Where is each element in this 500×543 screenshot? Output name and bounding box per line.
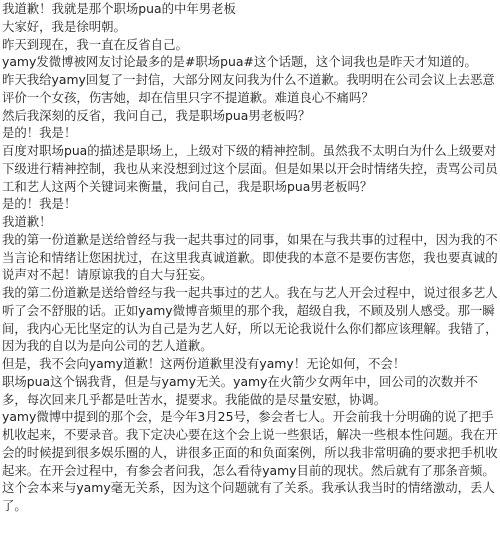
body-paragraph: 我的第二份道歉是送给曾经与我一起共事过的艺人。我在与艺人开会过程中，说过很多艺人听了会不舒服的话。正如yamy微博音频里的那个我，超级自我，不顾及别人感受。那一瞬间，我内心无比坚定的认为自己是为艺人好，所以无论我说什么你们都应该理解。我错了，因为我的自以为是向公司的艺人道歉。 bbox=[2, 285, 498, 354]
body-paragraph: yamy微博中提到的那个会，是今年3月25号，参会者七人。开会前我十分明确的说了把手机收起来，不要录音。我下定决心要在这个会上说一些狠话，解决一些根本性问题。我在开会的时候提到很多娱乐圈的人，讲很多正面的和负面案例，所以我非常明确的要求把手机收起来。在开会过程中，有参会者问我，怎么看待yamy目前的现状。然后就有了那条音频。这个会本来与yamy毫无关系，因为这个问题就有了关系。我承认我当时的情绪激动，丢人了。 bbox=[2, 409, 498, 513]
body-paragraph: 是的！我是！ bbox=[2, 196, 77, 212]
body-paragraph: 我道歉！ bbox=[2, 214, 52, 229]
body-paragraph: 昨天我给yamy回复了一封信，大部分网友问我为什么不道歉。我明明在公司会议上去恶意评价一个女孩，伤害她，却在信里只字不提道歉。难道良心不痛吗？ bbox=[2, 72, 495, 105]
body-paragraph: yamy发微博被网友讨论最多的是#职场pua#这个话题，这个词我也是昨天才知道的。 bbox=[2, 54, 477, 70]
body-paragraph: 然后我深刻的反省，我问自己，我是职场pua男老板吗？ bbox=[2, 107, 311, 123]
article-headline: 我道歉！我就是那个职场pua的中年男老板 bbox=[2, 1, 236, 16]
body-paragraph: 百度对职场pua的描述是职场上，上级对下级的精神控制。虽然我不太明白为什么上级要对下级进行精神控制，我也从来没想到过这个层面。但是如果以开会时情绪失控，责骂公司员工和艺人这两个关键词来衡量，我问自己，我是职场pua男老板吗？ bbox=[2, 143, 498, 194]
body-paragraph: 我的第一份道歉是送给曾经与我一起共事过的同事，如果在与我共事的过程中，因为我的不当言论和情绪让您困扰过，在这里我真诚道歉。即使我的本意不是要伤害您，我也要真诚的说声对不起！请原谅我的自大与狂妄。 bbox=[2, 231, 498, 283]
body-paragraph: 是的！我是！ bbox=[2, 125, 77, 141]
body-paragraph: 昨天到现在，我一直在反省自己。 bbox=[2, 36, 188, 52]
body-paragraph: 但是，我不会向yamy道歉！这两份道歉里没有yamy！无论如何，不会！ bbox=[2, 356, 406, 371]
greeting-paragraph: 大家好，我是徐明朝。 bbox=[2, 18, 126, 34]
body-paragraph: 职场pua这个锅我背，但是与yamy无关。yamy在火箭少女两年中，回公司的次数并不多，每次回来几乎都是吐苦水，提要求。我能做的是尽量安慰，协调。 bbox=[2, 373, 479, 407]
